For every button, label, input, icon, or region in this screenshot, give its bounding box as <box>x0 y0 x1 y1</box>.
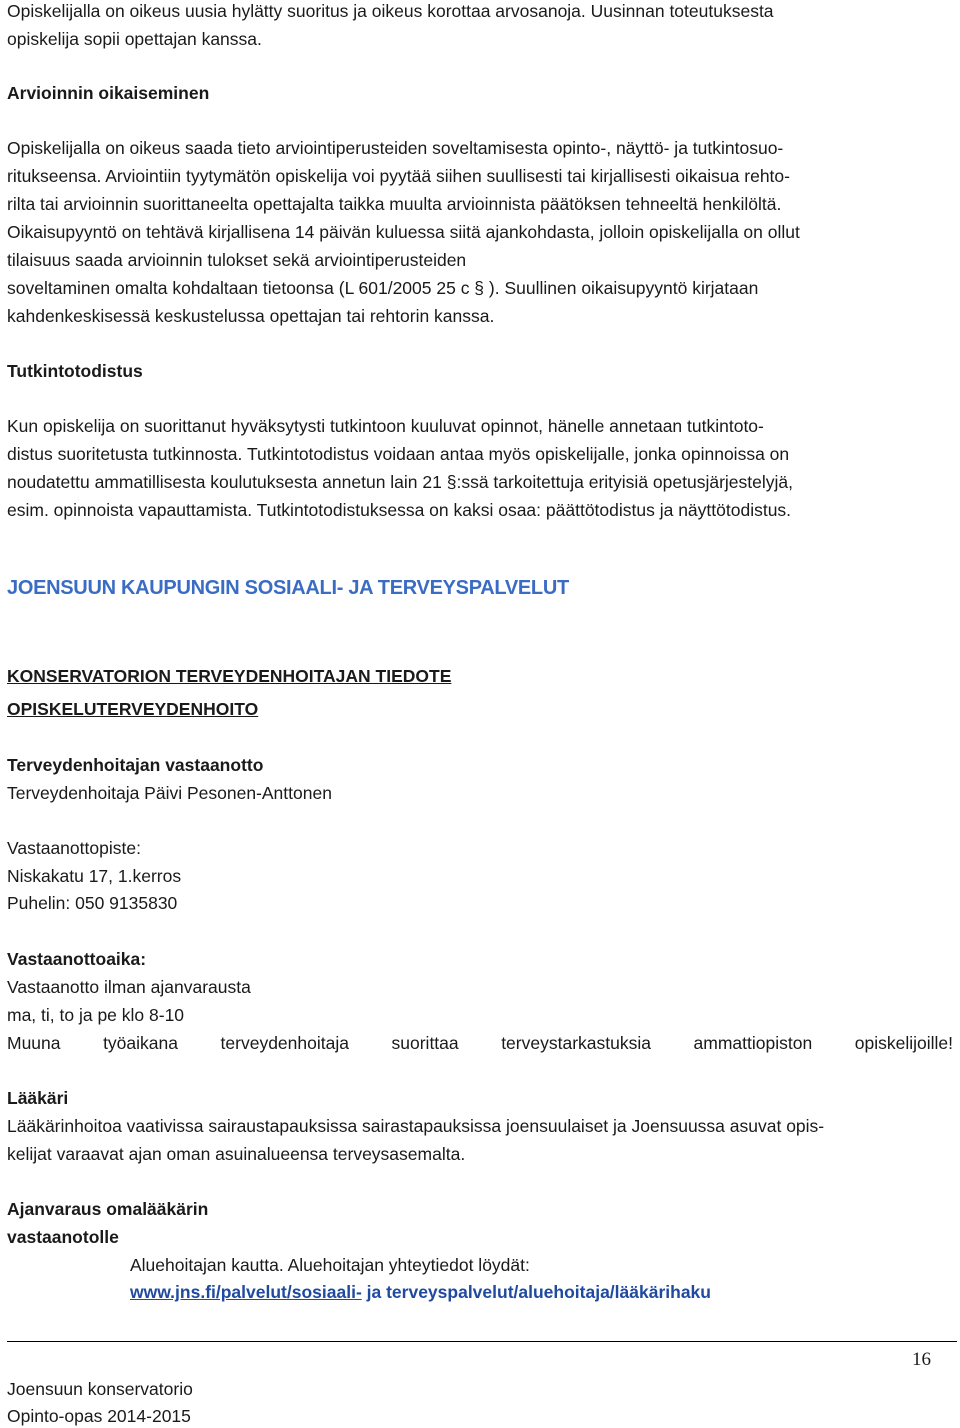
address: Niskakatu 17, 1.kerros <box>7 866 182 886</box>
booking-heading: Ajanvaraus omalääkärin <box>7 1199 209 1219</box>
text-line: Opiskelijalla on oikeus uusia hylätty suoritus ja oikeus korottaa arvosanoja. Uusinnan toteutuksesta <box>7 1 774 21</box>
reception-point-label: Vastaanottopiste: <box>7 838 141 858</box>
text-line: Lääkärinhoitoa vaativissa sairaustapauksissa sairastapauksissa joensuulaiset ja Joensuussa asuvat opis- <box>7 1116 825 1136</box>
services-title: JOENSUUN KAUPUNGIN SOSIAALI- JA TERVEYSPALVELUT <box>7 577 569 599</box>
text-line: rilta tai arvioinnin suorittaneelta opettajalta taikka muulta arvioinnista päätöksen tehneeltä henkilöltä. <box>7 194 782 214</box>
text-line: soveltaminen omalta kohdaltaan tietoonsa (L 601/2005 25 c § ). Suullinen oikaisupyyntö kirjataan <box>7 278 759 298</box>
text-line: Kun opiskelija on suorittanut hyväksytysti tutkintoon kuuluvat opinnot, hänelle annetaan tutkintoto- <box>7 416 764 436</box>
section-heading-tutkintotodistus: Tutkintotodistus <box>7 361 143 381</box>
other-hours-note: Muuna työaikana terveydenhoitaja suorittaa terveystarkastuksia ammattiopiston opiskelijoille! <box>7 1033 953 1053</box>
text-line: distus suoritetusta tutkinnosta. Tutkintotodistus voidaan antaa myös opiskelijalle, jonka opinnoissa on <box>7 444 790 464</box>
reception-time-line: ma, ti, to ja pe klo 8-10 <box>7 1005 185 1025</box>
phone: Puhelin: 050 9135830 <box>7 893 178 913</box>
text-line: kelijat varaavat ajan oman asuinalueensa terveysasemalta. <box>7 1144 466 1164</box>
page-number: 16 <box>912 1349 931 1370</box>
doctor-search-link[interactable] <box>130 1282 711 1302</box>
section-heading-arviointi: Arvioinnin oikaiseminen <box>7 83 210 103</box>
text-line: esim. opinnoista vapauttamista. Tutkintotodistuksessa on kaksi osaa: päättötodistus ja näyttötodistus. <box>7 500 792 520</box>
text-line: Oikaisupyyntö on tehtävä kirjallisena 14 päivän kuluessa siitä ajankohdasta, jolloin opiskelijalla on ollut <box>7 222 800 242</box>
text-line: tilaisuus saada arvioinnin tulokset sekä arviointiperusteiden <box>7 250 467 270</box>
notice-subtitle: OPISKELUTERVEYDENHOITO <box>7 699 259 719</box>
footer-guide: Opinto-opas 2014-2015 <box>7 1406 191 1426</box>
text-line: Opiskelijalla on oikeus saada tieto arviointiperusteiden soveltamisesta opinto-, näyttö- ja tutkintosuo- <box>7 138 784 158</box>
text-line: ritukseensa. Arviointiin tyytymätön opiskelija voi pyytää siihen suullisesti tai kirjallisesti oikaisua rehto- <box>7 166 790 186</box>
booking-heading-cont: vastaanotolle <box>7 1227 119 1247</box>
link-text[interactable]: www.jns.fi/palvelut/sosiaali- <box>130 1282 362 1302</box>
notice-title: KONSERVATORION TERVEYDENHOITAJAN TIEDOTE <box>7 666 452 686</box>
link-text-cont[interactable]: ja terveyspalvelut/aluehoitaja/lääkärihaku <box>361 1282 711 1302</box>
reception-time-line: Vastaanotto ilman ajanvarausta <box>7 977 251 997</box>
text-line: noudatettu ammatillisesta koulutuksesta annetun lain 21 §:ssä tarkoitettuja erityisiä opetusjärjestelyjä, <box>7 472 793 492</box>
doctor-heading: Lääkäri <box>7 1088 69 1108</box>
text-line: kahdenkeskisessä keskustelussa opettajan tai rehtorin kanssa. <box>7 306 495 326</box>
area-nurse-text: Aluehoitajan kautta. Aluehoitajan yhteytiedot löydät: <box>130 1255 530 1275</box>
footer-org: Joensuun konservatorio <box>7 1379 193 1399</box>
nurse-name: Terveydenhoitaja Päivi Pesonen-Anttonen <box>7 783 332 803</box>
reception-time-heading: Vastaanottoaika: <box>7 949 147 969</box>
text-line: opiskelija sopii opettajan kanssa. <box>7 29 262 49</box>
reception-heading: Terveydenhoitajan vastaanotto <box>7 755 264 775</box>
footer-divider <box>7 1341 957 1342</box>
